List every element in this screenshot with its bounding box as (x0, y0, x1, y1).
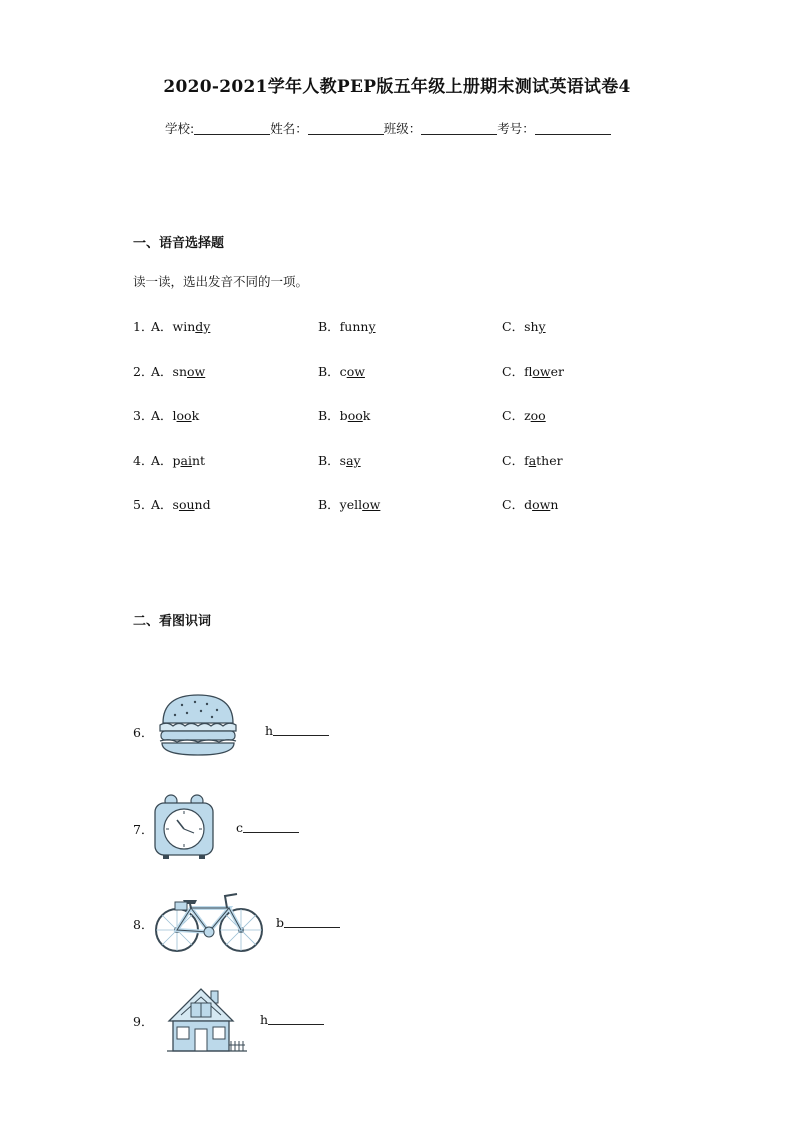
bike-icon (153, 890, 265, 954)
question-row (133, 317, 693, 335)
school-blank[interactable] (194, 121, 270, 135)
item-number: 7． (133, 822, 154, 837)
underlined-letters: ow (187, 364, 206, 379)
option-text: C．sh (502, 319, 539, 334)
answer-letter: b (276, 915, 285, 930)
option-text: ther (536, 453, 563, 468)
section1-heading: 一、语音选择题 (133, 236, 225, 251)
option-text: B．c (318, 364, 347, 379)
answer-blank[interactable] (236, 820, 299, 835)
option-text: A．sn (151, 364, 187, 379)
student-info-line (165, 119, 611, 137)
option-text: B．b (318, 408, 348, 423)
option-b[interactable] (318, 495, 380, 513)
option-text: nt (191, 453, 206, 468)
underlined-letters: oo (530, 408, 546, 423)
option-a[interactable] (151, 495, 211, 513)
option-text: er (550, 364, 565, 379)
option-b[interactable] (318, 362, 365, 380)
answer-letter: h (265, 723, 274, 738)
question-row (133, 406, 693, 424)
underlined-letters: ow (532, 497, 551, 512)
underlined-letters: y (368, 319, 376, 334)
option-text: A．win (151, 319, 196, 334)
number-label: 考号： (497, 121, 535, 136)
class-label: 班级： (383, 121, 422, 136)
option-text: A．s (151, 497, 179, 512)
underlined-letters: oo (176, 408, 192, 423)
option-text: n (550, 497, 559, 512)
option-c[interactable] (502, 317, 546, 335)
underlined-letters: ou (178, 497, 195, 512)
option-text: C．z (502, 408, 531, 423)
option-text: C．d (502, 497, 533, 512)
question-number: 1． (133, 319, 154, 334)
question-row (133, 451, 693, 469)
option-text: k (362, 408, 371, 423)
option-c[interactable] (502, 495, 558, 513)
name-label: 姓名： (270, 121, 308, 136)
underlined-letters: dy (195, 319, 211, 334)
option-text: B．s (318, 453, 347, 468)
option-a[interactable] (151, 451, 205, 469)
option-text: B．yell (318, 497, 363, 512)
option-a[interactable] (151, 406, 199, 424)
item-number: 6． (133, 725, 154, 740)
question-row (133, 495, 693, 513)
option-c[interactable] (502, 451, 563, 469)
option-text: A．p (151, 453, 181, 468)
item-number: 8． (133, 917, 154, 932)
class-blank[interactable] (421, 121, 497, 135)
question-number: 3． (133, 408, 154, 423)
option-text: k (191, 408, 200, 423)
option-b[interactable] (318, 451, 361, 469)
section1-instruction: 读一读，选出发音不同的一项。 (133, 274, 309, 289)
underlined-letters: ow (362, 497, 381, 512)
question-number: 5． (133, 497, 154, 512)
underlined-letters: y (538, 319, 546, 334)
question-number: 4． (133, 453, 154, 468)
answer-blank[interactable] (276, 915, 340, 930)
number-blank[interactable] (535, 121, 611, 135)
underlined-letters: ay (346, 453, 361, 468)
name-blank[interactable] (308, 121, 384, 135)
underlined-letters: ow (532, 364, 551, 379)
option-text: A．l (151, 408, 177, 423)
option-c[interactable] (502, 406, 546, 424)
option-text: C．f (502, 453, 529, 468)
option-b[interactable] (318, 406, 370, 424)
house-icon (167, 985, 249, 1055)
option-a[interactable] (151, 317, 210, 335)
underlined-letters: a (528, 453, 537, 468)
question-number: 2． (133, 364, 154, 379)
underlined-letters: ow (346, 364, 365, 379)
clock-icon (153, 793, 215, 861)
option-b[interactable] (318, 317, 376, 335)
option-c[interactable] (502, 362, 564, 380)
hamburger-icon (157, 693, 239, 759)
option-a[interactable] (151, 362, 205, 380)
school-label: 学校: (165, 121, 195, 136)
answer-letter: c (236, 820, 244, 835)
option-text: C．fl (502, 364, 533, 379)
underlined-letters: oo (347, 408, 363, 423)
option-text: B．funn (318, 319, 369, 334)
item-number: 9． (133, 1014, 154, 1029)
answer-blank[interactable] (265, 723, 329, 738)
answer-blank[interactable] (260, 1012, 324, 1027)
page-title: 2020-2021学年人教PEP版五年级上册期末测试英语试卷4 (163, 77, 631, 97)
answer-letter: h (260, 1012, 269, 1027)
underlined-letters: ai (180, 453, 192, 468)
section2-heading: 二、看图识词 (133, 614, 212, 629)
question-row (133, 362, 693, 380)
option-text: nd (194, 497, 211, 512)
